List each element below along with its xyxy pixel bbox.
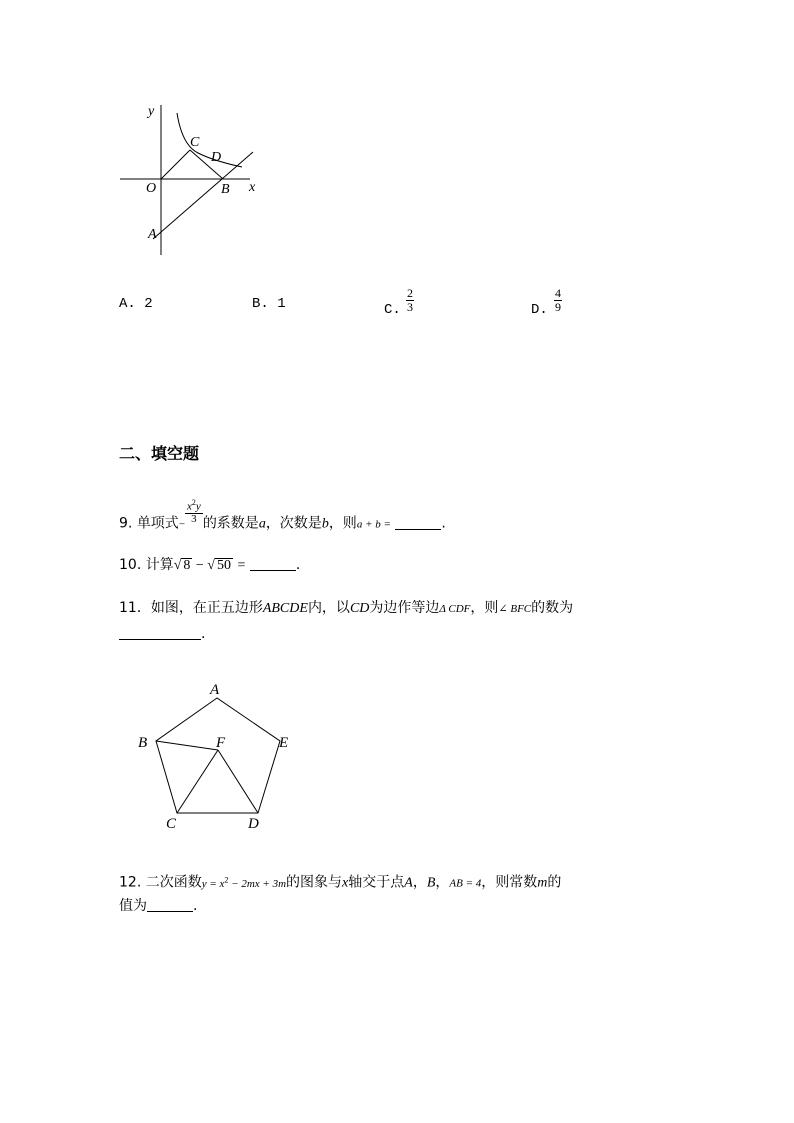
segment-oc: [161, 150, 190, 179]
option-d: D.: [531, 302, 548, 318]
label-pent-b: B: [138, 735, 148, 751]
option-b: B. 1: [252, 296, 286, 312]
option-c: C.: [384, 302, 401, 318]
label-d: D: [211, 150, 222, 165]
label-x: x: [249, 180, 256, 195]
pentagon-abcde: [156, 698, 280, 813]
question-12-line2: 值为 .: [119, 898, 198, 914]
label-y: y: [148, 104, 155, 119]
label-pent-a: A: [210, 682, 220, 698]
label-pent-f: F: [216, 735, 226, 751]
option-c-fraction: 2 3: [407, 286, 413, 314]
q10-answer-blank[interactable]: [250, 556, 296, 571]
label-a: A: [148, 227, 157, 242]
segment-cf: [177, 750, 218, 813]
section-title: 二、填空题: [119, 444, 200, 463]
segment-df: [218, 750, 258, 813]
q9-answer-blank[interactable]: [395, 515, 441, 530]
line-ab: [153, 152, 253, 239]
label-pent-c: C: [166, 816, 177, 832]
q11-answer-blank[interactable]: [119, 625, 201, 640]
segment-bf: [156, 741, 218, 750]
coordinate-figure: [110, 95, 270, 265]
question-10: 10. 计算√ 8 − √ 50 = .: [119, 557, 301, 573]
pentagon-figure: [130, 678, 310, 833]
label-pent-d: D: [248, 816, 259, 832]
question-11-line2: .: [119, 624, 205, 644]
option-a: A. 2: [119, 296, 153, 312]
q12-answer-blank[interactable]: [147, 897, 193, 912]
label-o: O: [146, 181, 157, 196]
label-b: B: [221, 182, 230, 197]
label-pent-e: E: [279, 735, 289, 751]
question-12: 12. 二次函数$y = x^2 - 2mx + 3m$的图象与x轴交于点A，B，AB = 4，则常数m的: [119, 874, 562, 891]
hyperbola-curve: [177, 113, 242, 167]
option-d-fraction: 4 9: [555, 286, 561, 314]
question-9: 9. 单项式− $\frac{x^2y}{3}$ 的系数是a，次数是b，则a + b = .: [119, 498, 446, 532]
label-c: C: [190, 135, 200, 150]
question-11: 11．如图，在正五边形ABCDE内，以CD为边作等边Δ CDF，则∠ BFC的数为: [119, 600, 574, 616]
q9-fraction: $\frac{x^2y}{3}$: [187, 498, 201, 525]
